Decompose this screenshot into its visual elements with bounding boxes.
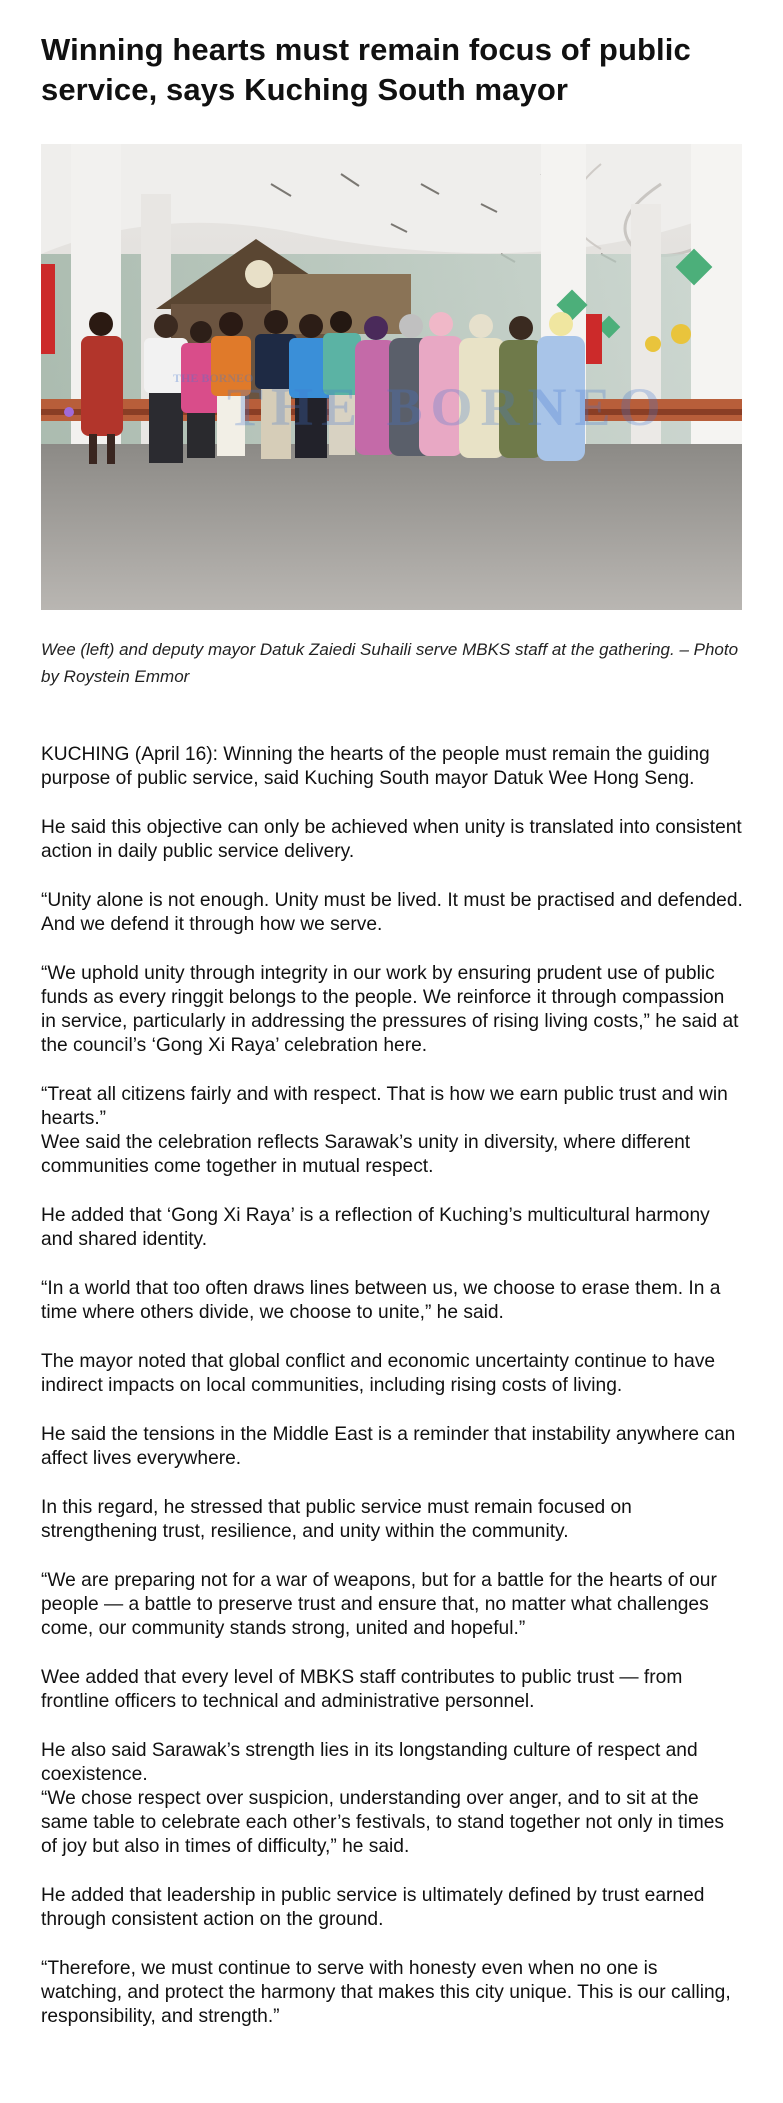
paragraph [41, 1083, 743, 1179]
paragraph: In this regard, he stressed that public service must remain focused on strengthening trust, resilience, and unity within the community. [41, 1497, 632, 1542]
paragraph: He added that leadership in public service is ultimately defined by trust earned through consistent action on the ground. [41, 1885, 705, 1930]
article-photo[interactable] [41, 144, 742, 610]
paragraph: “Therefore, we must continue to serve with honesty even when no one is watching, and protect the harmony that makes this city unique. This is our calling, responsibility, and strength.” [41, 1958, 731, 2027]
watermark-small: THE BORNEO [173, 371, 254, 385]
paragraph: KUCHING (April 16): Winning the hearts of the people must remain the guiding purpose of public service, said Kuching South mayor Datuk Wee Hong Seng. [41, 744, 710, 789]
paragraph: The mayor noted that global conflict and economic uncertainty continue to have indirect impacts on local communities, including rising costs of living. [41, 1351, 716, 1396]
watermark-logo: THE BORNEO [227, 377, 669, 437]
article-header [41, 30, 743, 110]
article-body [41, 743, 743, 2054]
paragraph-line: Wee said the celebration reflects Sarawak’s unity in diversity, where different communities come together in mutual respect. [41, 1132, 691, 1177]
photo-caption: Wee (left) and deputy mayor Datuk Zaiedi Suhaili serve MBKS staff at the gathering. – Photo by Roystein Emmor [41, 640, 739, 686]
paragraph-line: “Treat all citizens fairly and with respect. That is how we earn public trust and win hearts.” [41, 1084, 728, 1129]
headline: Winning hearts must remain focus of public service, says Kuching South mayor [41, 32, 691, 107]
paragraph-line: He also said Sarawak’s strength lies in its longstanding culture of respect and coexistence. [41, 1740, 698, 1785]
paragraph: Wee added that every level of MBKS staff contributes to public trust — from frontline officers to technical and administrative personnel. [41, 1667, 683, 1712]
paragraph: “We uphold unity through integrity in our work by ensuring prudent use of public funds as every ringgit belongs to the people. We reinforce it through compassion in service, particularly in addressing the pressures of rising living costs,” he said at the council’s ‘Gong Xi Raya’ celebration here. [41, 963, 739, 1056]
paragraph: He said this objective can only be achieved when unity is translated into consistent action in daily public service delivery. [41, 817, 742, 862]
paragraph: “In a world that too often draws lines between us, we choose to erase them. In a time where others divide, we choose to unite,” he said. [41, 1278, 721, 1323]
paragraph: “Unity alone is not enough. Unity must be lived. It must be practised and defended. And we defend it through how we serve. [41, 890, 743, 935]
paragraph [41, 1739, 743, 1859]
paragraph: “We are preparing not for a war of weapons, but for a battle for the hearts of our people — a battle to preserve trust and ensure that, no matter what challenges come, our community stands strong, united and hopeful.” [41, 1570, 717, 1639]
paragraph: He added that ‘Gong Xi Raya’ is a reflection of Kuching’s multicultural harmony and shared identity. [41, 1205, 710, 1250]
paragraph-line: “We chose respect over suspicion, understanding over anger, and to sit at the same table to celebrate each other’s festivals, to stand together not only in times of joy but also in times of difficulty,” he said. [41, 1788, 724, 1857]
paragraph: He said the tensions in the Middle East is a reminder that instability anywhere can affect lives everywhere. [41, 1424, 736, 1469]
